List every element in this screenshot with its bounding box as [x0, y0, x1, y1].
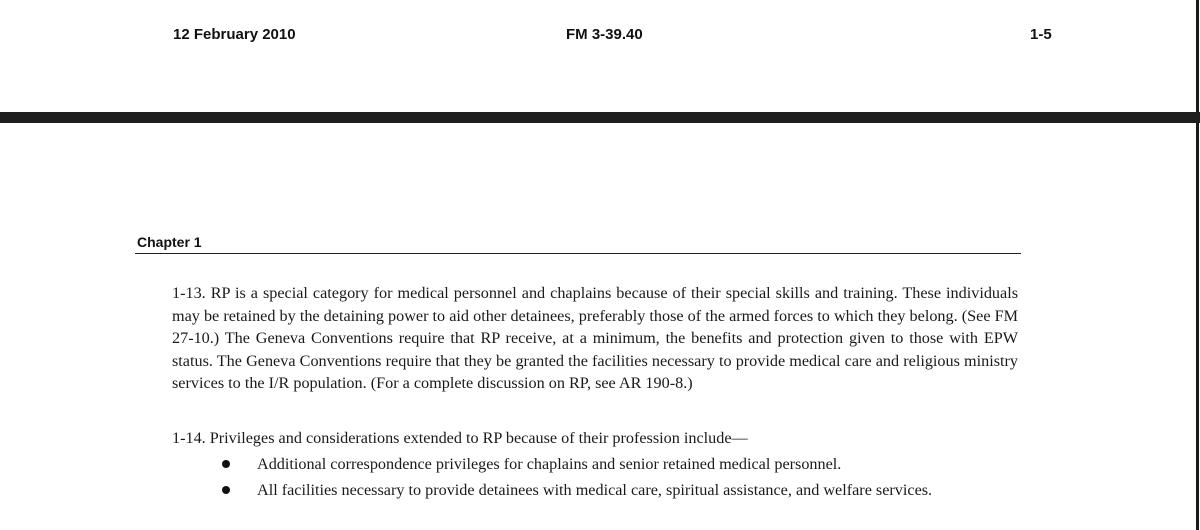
- page-separator: [0, 112, 1200, 123]
- list-item-text: Additional correspondence privileges for chaplains and senior retained medical personnel.: [257, 455, 842, 473]
- header-page-number: 1-5: [1030, 26, 1052, 43]
- list-item: [222, 479, 1018, 502]
- header-publication-number: FM 3-39.40: [566, 26, 643, 43]
- header-date: 12 February 2010: [173, 26, 296, 43]
- privileges-list: [222, 453, 1018, 504]
- bullet-icon: [222, 460, 230, 468]
- paragraph-1-13: 1-13. RP is a special category for medical personnel and chaplains because of their special skills and training. These individuals may be retained by the detaining power to aid other detainees, preferably those of the armed forces to which they belong. (See FM 27-10.) The Geneva Conventions require that RP receive, at a minimum, the benefits and protection given to those with EPW status. The Geneva Conventions require that they be granted the facilities necessary to provide medical care and religious ministry services to the I/R population. (For a complete discussion on RP, see AR 190-8.): [172, 284, 1018, 393]
- previous-page-bottom: [0, 0, 1199, 112]
- list-item-text: All facilities necessary to provide detainees with medical care, spiritual assistance, and welfare services.: [257, 480, 933, 499]
- chapter-heading: Chapter 1: [137, 234, 202, 250]
- chapter-heading-rule: [135, 253, 1021, 254]
- list-item: [222, 453, 1018, 476]
- bullet-icon: [222, 486, 230, 494]
- paragraph-1-14: 1-14. Privileges and considerations extended to RP because of their profession include—: [172, 429, 748, 447]
